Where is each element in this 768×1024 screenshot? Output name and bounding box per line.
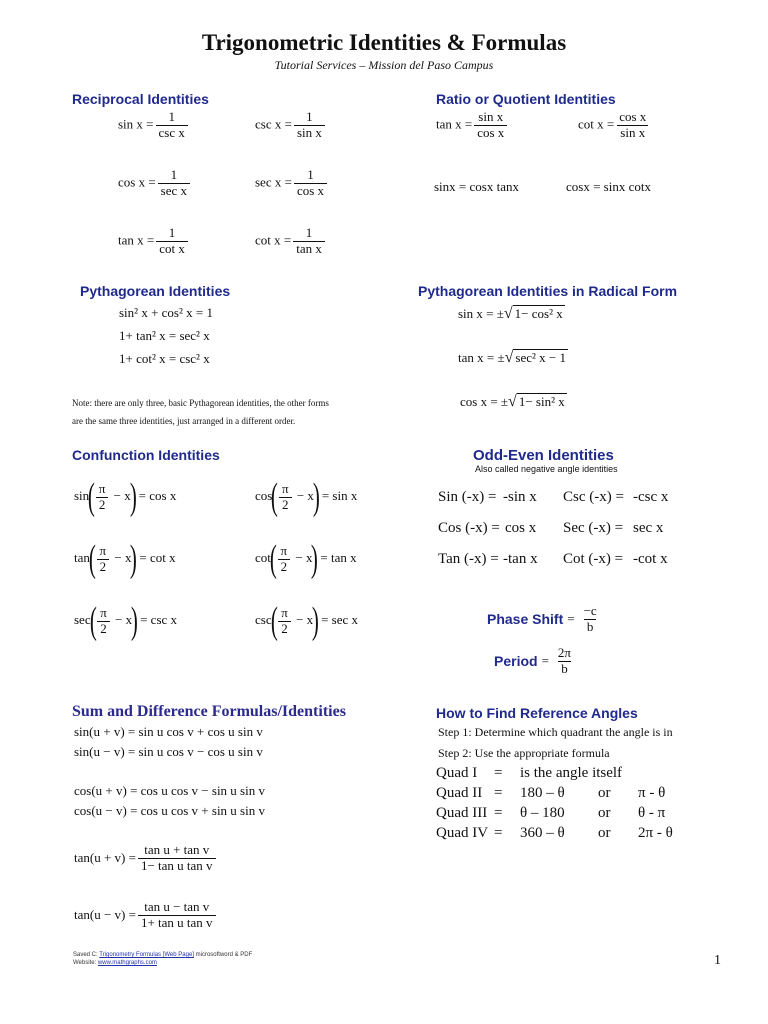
quadrant-radian-formula: π - θ xyxy=(638,784,666,801)
sum-diff-cos-plus: cos(u + v) = cos u cos v − sin u sin v xyxy=(74,783,265,798)
confunction-sin: sin( $\frac{\pi}{2}$ − x) = cos x xyxy=(74,476,177,518)
odd-even-cot-rhs: -cot x xyxy=(633,551,668,567)
reference-step-2: Step 2: Use the appropriate formula xyxy=(438,746,610,760)
heading-sum-difference: Sum and Difference Formulas/Identities xyxy=(72,703,346,720)
period: Period = $\frac{2\pi}{b}$ xyxy=(494,645,571,676)
confunction-cot: cot( $\frac{\pi}{2}$ − x) = tan x xyxy=(255,538,357,580)
sum-diff-tan-plus: tan(u + v) = $\frac{\text{tan u + tan v}}{\text{1− tan u tan v}}$ xyxy=(74,843,218,874)
confunction-csc: csc( $\frac{\pi}{2}$ − x) = sec x xyxy=(255,600,359,642)
odd-even-sec-rhs: sec x xyxy=(633,520,664,536)
odd-even-cos-lhs: Cos (-x) = xyxy=(438,520,500,536)
quadrant-or: or xyxy=(598,804,611,821)
page-title: Trigonometric Identities & Formulas xyxy=(201,30,567,55)
reciprocal-cos: cos x = $\frac{1}{\text{sec x}}$ xyxy=(118,168,192,199)
quadrant-label: Quad I xyxy=(436,764,478,781)
quadrant-label: Quad IV xyxy=(436,824,489,841)
odd-even-cos-rhs: cos x xyxy=(505,520,537,536)
quadrant-row xyxy=(436,763,673,783)
quadrant-eq: = xyxy=(494,804,503,821)
quadrant-eq: = xyxy=(494,824,503,841)
reciprocal-tan: tan x = $\frac{1}{\text{cot x}}$ xyxy=(118,226,190,257)
confunction-tan: tan( $\frac{\pi}{2}$ − x) = cot x xyxy=(74,538,176,580)
pythagorean-1: sin² x + cos² x = 1 xyxy=(119,305,213,320)
odd-even-cot-lhs: Cot (-x) = xyxy=(563,551,624,567)
quadrant-formula: is the angle itself xyxy=(520,764,623,781)
reference-step-1: Step 1: Determine which quadrant the angle is in xyxy=(438,725,673,739)
quadrant-or: or xyxy=(598,824,611,841)
quadrant-row xyxy=(436,803,673,823)
pythagorean-3: 1+ cot² x = csc² x xyxy=(119,351,210,366)
pythagorean-note-2: are the same three identities, just arranged in a different order. xyxy=(72,416,296,426)
odd-even-csc-lhs: Csc (-x) = xyxy=(563,489,624,505)
heading-odd-even: Odd-Even Identities xyxy=(473,447,614,464)
radical-tan: tan x = ± √ sec² x − 1 xyxy=(458,349,566,366)
heading-ratio: Ratio or Quotient Identities xyxy=(436,91,616,107)
quadrant-radian-formula: 2π - θ xyxy=(638,824,673,841)
sum-diff-sin-minus: sin(u − v) = sin u cos v − cos u sin v xyxy=(74,744,263,759)
odd-even-tan-rhs: -tan x xyxy=(503,551,538,567)
ratio-cot: cot x = $\frac{\text{cos x}}{\text{sin x}}$ xyxy=(578,109,647,140)
reciprocal-cot: cot x = $\frac{1}{\text{tan x}}$ xyxy=(255,226,327,257)
footer-saved-link[interactable]: Trigonometry Formulas [Web Page] xyxy=(99,952,194,958)
quadrant-eq: = xyxy=(494,764,503,781)
quadrant-eq: = xyxy=(494,784,503,801)
heading-pythagorean-radical: Pythagorean Identities in Radical Form xyxy=(418,283,678,299)
ratio-tan: tan x = $\frac{\text{sin x}}{\text{cos x}}$ xyxy=(436,110,509,141)
sum-diff-cos-minus: cos(u − v) = cos u cos v + sin u sin v xyxy=(74,803,265,818)
odd-even-sin-lhs: Sin (-x) = xyxy=(438,489,497,505)
reciprocal-csc: csc x = $\frac{1}{\text{sin x}}$ xyxy=(255,110,327,141)
odd-even-sec-lhs: Sec (-x) = xyxy=(563,520,624,536)
sum-diff-tan-minus: tan(u − v) = $\frac{\text{tan u − tan v}}{\text{1+ tan u tan v}}$ xyxy=(74,900,218,931)
pythagorean-2: 1+ tan² x = sec² x xyxy=(119,328,210,343)
quadrant-label: Quad III xyxy=(436,804,488,821)
footer-website: Website: www.mathgraphs.com xyxy=(73,960,157,966)
quadrant-table xyxy=(436,763,673,843)
confunction-cos: cos( $\frac{\pi}{2}$ − x) = sin x xyxy=(255,476,358,518)
quadrant-formula: 360 – θ xyxy=(520,824,565,841)
odd-even-sin-rhs: -sin x xyxy=(503,489,537,505)
quadrant-label: Quad II xyxy=(436,784,483,801)
heading-reference-angles: How to Find Reference Angles xyxy=(436,705,638,721)
ratio-cos-product: cosx = sinx cotx xyxy=(566,179,651,194)
radical-sin: sin x = ± √ 1− cos² x xyxy=(458,305,563,322)
page-number: 1 xyxy=(714,953,721,968)
footer-website-link[interactable]: www.mathgraphs.com xyxy=(97,960,157,966)
footer-saved: Saved C: Trigonometry Formulas [Web Page] microsoftword & PDF xyxy=(73,952,253,958)
quadrant-radian-formula: θ - π xyxy=(638,804,666,821)
radical-cos: cos x = ± √ 1− sin² x xyxy=(460,393,565,410)
quadrant-formula: θ – 180 xyxy=(520,804,565,821)
quadrant-formula: 180 – θ xyxy=(520,784,565,801)
ratio-sin-product: sinx = cosx tanx xyxy=(434,179,519,194)
odd-even-csc-rhs: -csc x xyxy=(633,489,669,505)
sum-diff-sin-plus: sin(u + v) = sin u cos v + cos u sin v xyxy=(74,724,263,739)
heading-pythagorean: Pythagorean Identities xyxy=(80,283,231,299)
pythagorean-note-1: Note: there are only three, basic Pythagorean identities, the other forms xyxy=(72,398,329,408)
heading-reciprocal: Reciprocal Identities xyxy=(72,91,209,107)
reciprocal-sin: sin x = $\frac{1}{\text{csc x}}$ xyxy=(118,110,190,141)
quadrant-row xyxy=(436,783,673,803)
quadrant-row xyxy=(436,823,673,843)
page-subtitle: Tutorial Services – Mission del Paso Campus xyxy=(274,58,494,72)
quadrant-or: or xyxy=(598,784,611,801)
heading-confunction: Confunction Identities xyxy=(72,447,220,463)
phase-shift: Phase Shift = $\frac{-c}{b}$ xyxy=(487,603,597,634)
confunction-sec: sec( $\frac{\pi}{2}$ − x) = csc x xyxy=(74,600,178,642)
odd-even-subtitle: Also called negative angle identities xyxy=(475,464,618,474)
odd-even-tan-lhs: Tan (-x) = xyxy=(438,551,499,567)
reciprocal-sec: sec x = $\frac{1}{\text{cos x}}$ xyxy=(255,168,329,199)
